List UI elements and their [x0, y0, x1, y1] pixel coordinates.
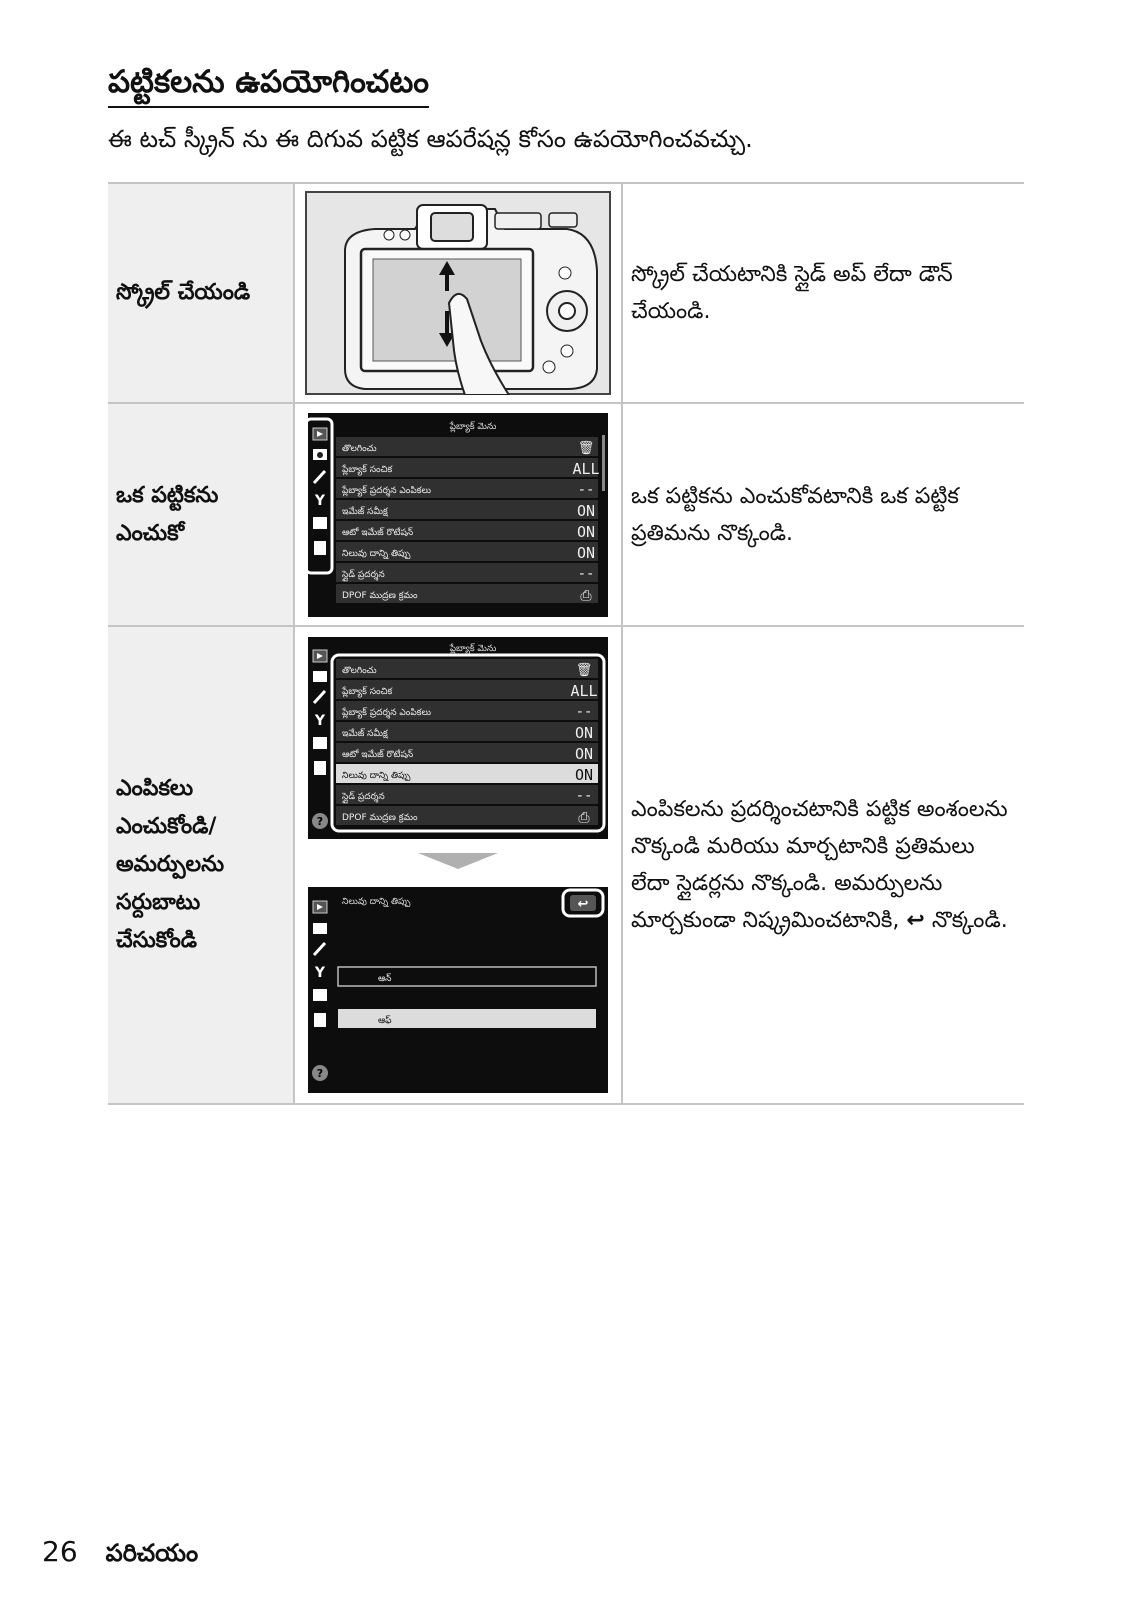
back-icon: ↩: [577, 897, 589, 912]
svg-text:ఇమేజ్ సమీక్ష: ఇమేజ్ సమీక్ష: [342, 506, 388, 517]
svg-text:⎙: ⎙: [578, 810, 590, 826]
svg-text:ప్లేబ్యాక్ మెను: ప్లేబ్యాక్ మెను: [449, 644, 497, 654]
svg-text:ON: ON: [574, 766, 594, 784]
svg-text:నిలువు దాన్ని తిప్పు: నిలువు దాన్ని తిప్పు: [342, 548, 411, 559]
svg-text:ఆటో ఇమేజ్ రొటేషన్: ఆటో ఇమేజ్ రొటేషన్: [342, 750, 414, 760]
table-row-select-menu: [108, 403, 1024, 626]
page-footer: [42, 1534, 198, 1571]
playback-menu-screen: [308, 413, 608, 617]
submenu-title: నిలువు దాన్ని తిప్పు: [342, 897, 411, 907]
svg-text:--: --: [575, 704, 593, 720]
row-label: స్క్రోల్ చేయండి: [108, 183, 294, 403]
table-row-scroll: [108, 183, 1024, 403]
svg-text:ప్లేబ్యాక్ సంచిక: ప్లేబ్యాక్ సంచిక: [342, 464, 393, 475]
svg-text:ALL: ALL: [570, 682, 598, 700]
operations-table: [108, 182, 1024, 1105]
camera-scroll-illustration: [305, 191, 611, 395]
svg-text:ఇమేజ్ సమీక్ష: ఇమేజ్ సమీక్ష: [342, 729, 388, 739]
print-icon: ⎙: [580, 587, 592, 604]
row-description: ఒక పట్టికను ఎంచుకోవటానికి ఒక పట్టిక ప్రతిమను నొక్కండి.: [622, 403, 1024, 626]
svg-text:ON: ON: [576, 522, 596, 541]
svg-text:DPOF ముద్రణ క్రమం: DPOF ముద్రణ క్రమం: [342, 590, 418, 601]
help-icon: ?: [316, 815, 324, 828]
options-illustration: [308, 637, 608, 1093]
svg-text:--: --: [577, 481, 595, 498]
table-row-adjust-settings: [108, 626, 1024, 1104]
back-icon: ↩: [906, 908, 925, 933]
svg-text:ON: ON: [576, 543, 596, 562]
svg-text:ON: ON: [574, 724, 594, 742]
svg-text:--: --: [575, 788, 593, 804]
page-number: 26: [42, 1535, 78, 1568]
svg-text:ప్లేబ్యాక్ ప్రదర్శన ఎంపికలు: ప్లేబ్యాక్ ప్రదర్శన ఎంపికలు: [342, 485, 431, 496]
option-off: ఆఫ్: [378, 1016, 392, 1026]
svg-text:🗑: 🗑: [575, 663, 593, 678]
row-description: స్క్రోల్ చేయటానికి స్లైడ్ అప్ లేదా డౌన్ చేయండి.: [622, 183, 1024, 403]
svg-text:DPOF ముద్రణ క్రమం: DPOF ముద్రణ క్రమం: [342, 813, 418, 823]
svg-text:--: --: [577, 565, 595, 582]
down-arrow-icon: [418, 853, 498, 869]
svg-text:?: ?: [316, 1067, 324, 1080]
row-description: ఎంపికలను ప్రదర్శించటానికి పట్టిక అంశంలను నొక్కండి మరియు మార్చటానికి ప్రతిమలు లేదా స్లైడర్లను నొక్కండి. అమర్పులను మార్చకుండా నిష్క్రమించటానికి, ↩ నొక్కండి.: [622, 626, 1024, 1104]
page-heading: పట్టికలను ఉపయోగించటం: [108, 62, 429, 108]
svg-text:తొలగించు: తొలగించు: [342, 666, 377, 676]
svg-text:ON: ON: [574, 745, 594, 763]
section-name: పరిచయం: [105, 1539, 199, 1567]
svg-text:ప్లేబ్యాక్ ప్రదర్శన ఎంపికలు: ప్లేబ్యాక్ ప్రదర్శన ఎంపికలు: [342, 708, 431, 718]
svg-text:స్లైడ్ ప్రదర్శన: స్లైడ్ ప్రదర్శన: [342, 792, 385, 802]
menu-item-label: తొలగించు: [342, 443, 377, 454]
svg-text:నిలువు దాన్ని తిప్పు: నిలువు దాన్ని తిప్పు: [342, 771, 411, 781]
submenu-screen: [308, 887, 608, 1093]
svg-text:ప్లేబ్యాక్ సంచిక: ప్లేబ్యాక్ సంచిక: [342, 687, 393, 697]
option-on: ఆన్: [378, 974, 392, 984]
svg-text:Y: Y: [314, 492, 326, 509]
menu-title: ప్లేబ్యాక్ మెను: [449, 421, 497, 432]
svg-text:Y: Y: [314, 713, 326, 729]
svg-text:ON: ON: [576, 501, 596, 520]
svg-text:ఆటో ఇమేజ్ రొటేషన్: ఆటో ఇమేజ్ రొటేషన్: [342, 527, 414, 538]
row-label: ఒక పట్టికను ఎంచుకో: [108, 403, 294, 626]
intro-text: ఈ టచ్ స్క్రీన్ ను ఈ దిగువ పట్టిక ఆపరేషన్ల కోసం ఉపయోగించవచ్చు.: [108, 125, 753, 153]
trash-icon: 🗑: [577, 440, 595, 456]
svg-text:Y: Y: [314, 965, 326, 981]
svg-text:స్లైడ్ ప్రదర్శన: స్లైడ్ ప్రదర్శన: [342, 569, 385, 580]
row-label: ఎంపికలు ఎంచుకోండి/ అమర్పులను సర్దుబాటు చేసుకోండి: [108, 626, 294, 1104]
svg-text:ALL: ALL: [572, 459, 600, 478]
